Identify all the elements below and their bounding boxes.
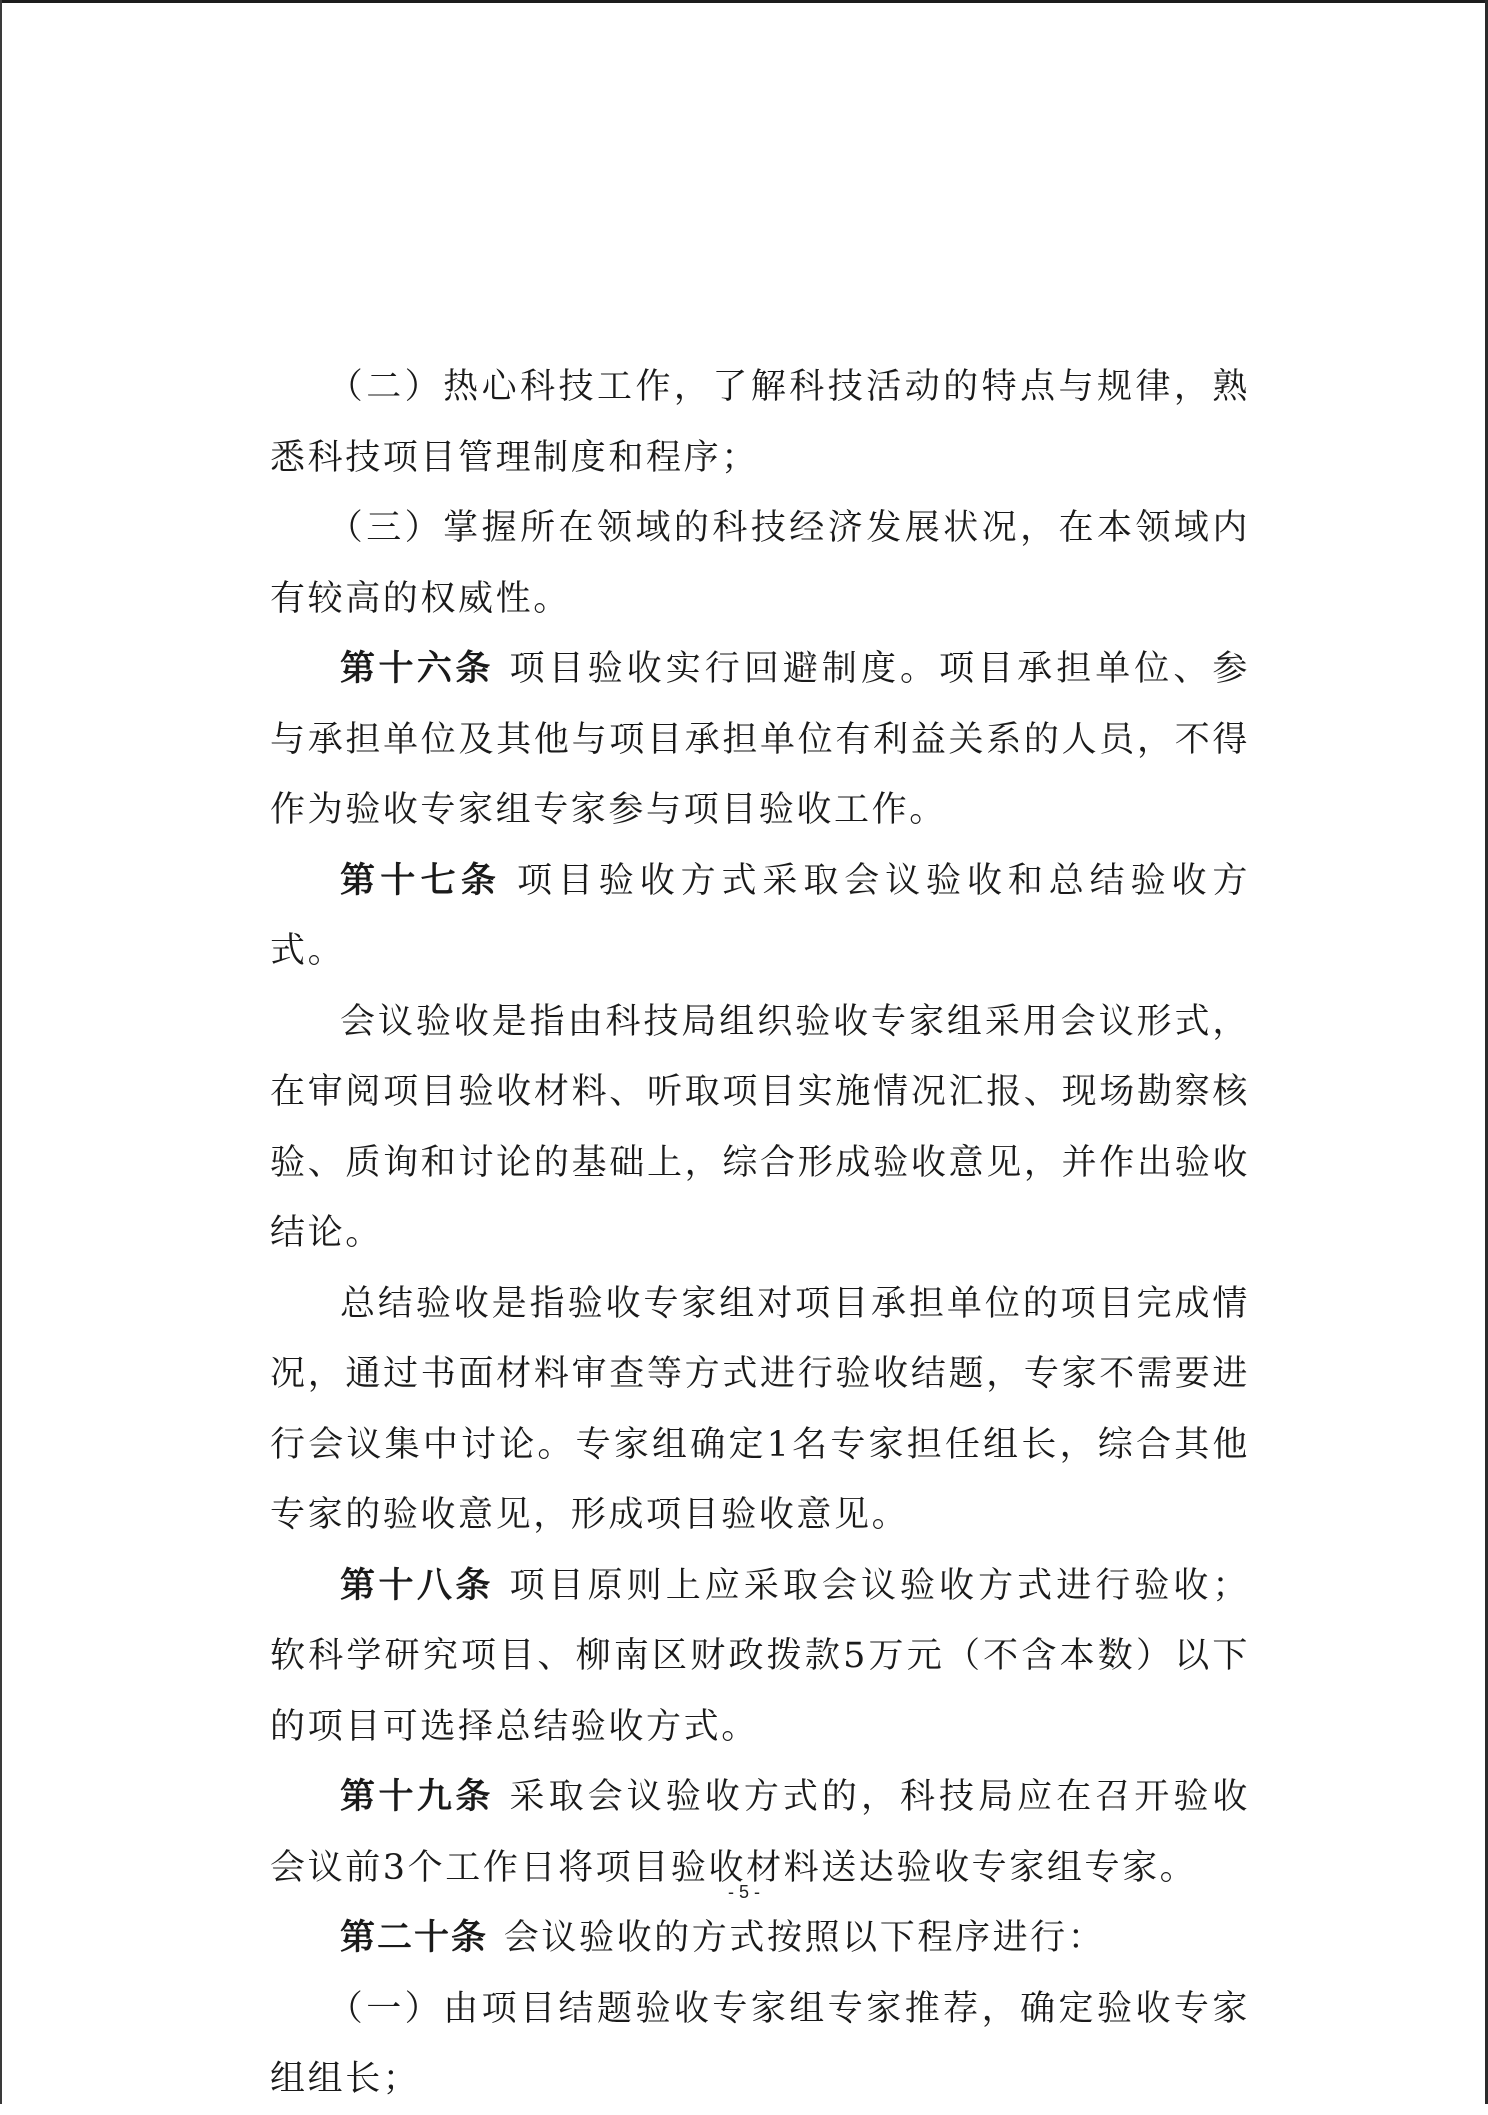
page-number: - 5 - — [727, 1882, 760, 1902]
article-text: 采取会议验收方式的，科技局应在召开验收会议前3个工作日将项目验收材料送达验收专家组专家。 — [270, 1777, 1250, 1888]
scan-top-edge — [0, 0, 1488, 3]
paragraph-text: （二）热心科技工作，了解科技活动的特点与规律，熟悉科技项目管理制度和程序； — [270, 367, 1250, 478]
article-text: 项目原则上应采取会议验收方式进行验收；软科学研究项目、柳南区财政拨款5万元（不含本数）以下的项目可选择总结验收方式。 — [270, 1565, 1250, 1747]
list-item-1 — [270, 1974, 1250, 2115]
paragraph-text: 总结验收是指验收专家组对项目承担单位的项目完成情况，通过书面材料审查等方式进行验收结题，专家不需要进行会议集中讨论。专家组确定1名专家担任组长，综合其他专家的验收意见，形成项目验收意见。 — [270, 1283, 1250, 1535]
article-text: 项目验收实行回避制度。项目承担单位、参与承担单位及其他与项目承担单位有利益关系的人员，不得作为验收专家组专家参与项目验收工作。 — [270, 649, 1250, 830]
article-text: 会议验收的方式按照以下程序进行： — [503, 1918, 1106, 1958]
article-number: 第二十条 — [340, 1918, 489, 1958]
article-number: 第十八条 — [340, 1565, 494, 1606]
list-item-2 — [270, 352, 1250, 493]
article-number: 第十七条 — [340, 860, 502, 901]
paragraph-text: （一）由项目结题验收专家组专家推荐，确定验收专家组组长； — [270, 1988, 1250, 2099]
paragraph-text: （三）掌握所在领域的科技经济发展状况，在本领域内有较高的权威性。 — [270, 508, 1250, 619]
scan-left-edge — [0, 0, 2, 2104]
article-text: 项目验收方式采取会议验收和总结验收方式。 — [270, 860, 1250, 971]
paragraph-text: 会议验收是指由科技局组织验收专家组采用会议形式，在审阅项目验收材料、听取项目实施情况汇报、现场勘察核验、质询和讨论的基础上，综合形成验收意见，并作出验收结论。 — [270, 1001, 1250, 1253]
article-20 — [270, 1903, 1250, 1974]
article-18 — [270, 1551, 1250, 1763]
article-17 — [270, 846, 1250, 987]
list-item-3 — [270, 493, 1250, 634]
article-number: 第十九条 — [340, 1777, 494, 1817]
paragraph-summary-acceptance — [270, 1269, 1250, 1551]
paragraph-meeting-acceptance — [270, 987, 1250, 1269]
document-body — [270, 352, 1250, 2115]
article-16 — [270, 634, 1250, 846]
article-number: 第十六条 — [340, 649, 494, 689]
